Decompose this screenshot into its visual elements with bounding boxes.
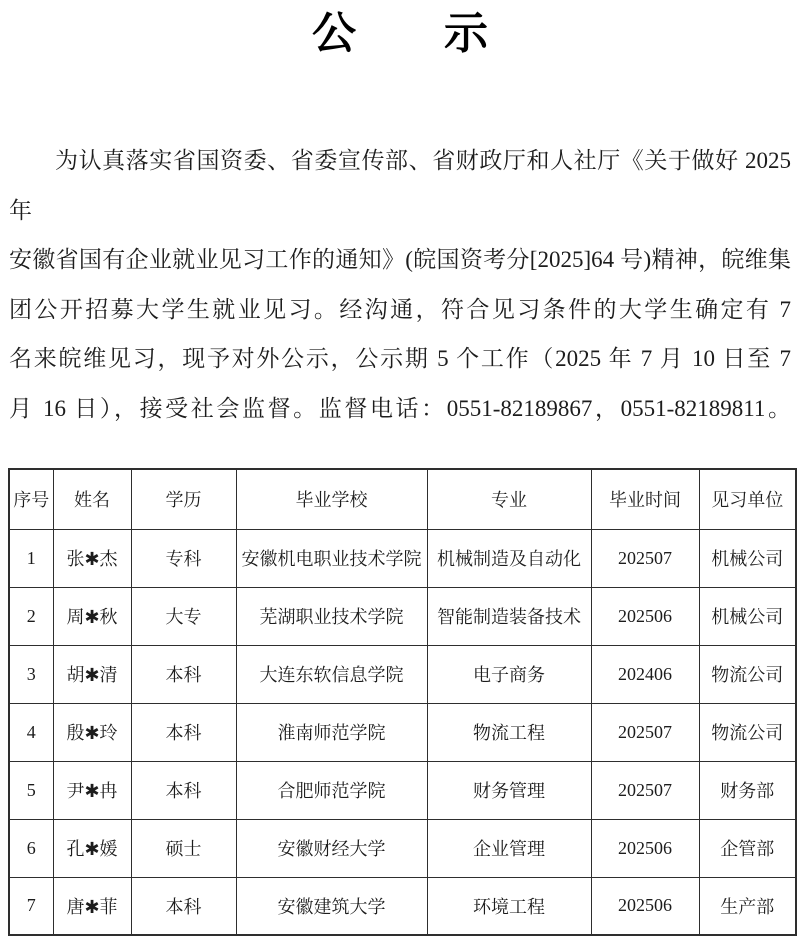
cell-grad-date: 202506 (591, 587, 699, 645)
cell-name: 尹✱冉 (53, 761, 131, 819)
cell-school: 芜湖职业技术学院 (236, 587, 427, 645)
cell-school: 合肥师范学院 (236, 761, 427, 819)
cell-major: 机械制造及自动化 (427, 529, 591, 587)
cell-school: 安徽建筑大学 (236, 877, 427, 935)
notice-paragraph (9, 136, 791, 433)
cell-education: 大专 (131, 587, 236, 645)
cell-school: 大连东软信息学院 (236, 645, 427, 703)
cell-name: 张✱杰 (53, 529, 131, 587)
notice-line: 安徽省国有企业就业见习工作的通知》(皖国资考分[2025]64 号)精神，皖维集 (9, 247, 791, 272)
cell-major: 电子商务 (427, 645, 591, 703)
notice-document (0, 6, 800, 917)
intern-roster-table (8, 468, 797, 936)
table-row (9, 529, 796, 587)
cell-education: 本科 (131, 703, 236, 761)
cell-major: 智能制造装备技术 (427, 587, 591, 645)
cell-name: 唐✱菲 (53, 877, 131, 935)
cell-index: 4 (9, 703, 53, 761)
cell-grad-date: 202506 (591, 877, 699, 935)
cell-education: 硕士 (131, 819, 236, 877)
cell-school: 安徽机电职业技术学院 (236, 529, 427, 587)
header-grad-date: 毕业时间 (591, 469, 699, 529)
header-school: 毕业学校 (236, 469, 427, 529)
cell-major: 财务管理 (427, 761, 591, 819)
cell-major: 环境工程 (427, 877, 591, 935)
header-unit: 见习单位 (699, 469, 796, 529)
notice-line: 团公开招募大学生就业见习。经沟通，符合见习条件的大学生确定有 7 (9, 296, 791, 322)
cell-school: 安徽财经大学 (236, 819, 427, 877)
cell-name: 胡✱清 (53, 645, 131, 703)
cell-school: 淮南师范学院 (236, 703, 427, 761)
cell-name: 孔✱媛 (53, 819, 131, 877)
notice-line: 月 16 日），接受社会监督。监督电话：0551-82189867，0551-82189811。 (9, 395, 791, 421)
table-row (9, 703, 796, 761)
cell-index: 5 (9, 761, 53, 819)
table-row (9, 819, 796, 877)
notice-line: 名来皖维见习，现予对外公示，公示期 5 个工作（2025 年 7 月 10 日至 7 (9, 346, 792, 371)
cell-unit: 生产部 (699, 877, 796, 935)
table-row (9, 877, 796, 935)
cell-index: 1 (9, 529, 53, 587)
cell-index: 3 (9, 645, 53, 703)
table-header-row (9, 469, 796, 529)
cell-grad-date: 202507 (591, 761, 699, 819)
cell-grad-date: 202507 (591, 703, 699, 761)
table-row (9, 761, 796, 819)
cell-education: 本科 (131, 645, 236, 703)
cell-unit: 机械公司 (699, 587, 796, 645)
cell-education: 本科 (131, 877, 236, 935)
header-education: 学历 (131, 469, 236, 529)
cell-major: 物流工程 (427, 703, 591, 761)
cell-index: 6 (9, 819, 53, 877)
cell-grad-date: 202506 (591, 819, 699, 877)
cell-unit: 财务部 (699, 761, 796, 819)
table-row (9, 645, 796, 703)
cell-major: 企业管理 (427, 819, 591, 877)
cell-unit: 物流公司 (699, 645, 796, 703)
cell-unit: 物流公司 (699, 703, 796, 761)
notice-line: 为认真落实省国资委、省委宣传部、省财政厅和人社厅《关于做好 2025 年 (9, 148, 791, 223)
header-major: 专业 (427, 469, 591, 529)
header-name: 姓名 (53, 469, 131, 529)
cell-name: 殷✱玲 (53, 703, 131, 761)
cell-grad-date: 202406 (591, 645, 699, 703)
cell-name: 周✱秋 (53, 587, 131, 645)
cell-education: 专科 (131, 529, 236, 587)
cell-unit: 机械公司 (699, 529, 796, 587)
page-title: 公 示 (312, 9, 488, 58)
cell-education: 本科 (131, 761, 236, 819)
cell-index: 2 (9, 587, 53, 645)
table-row (9, 587, 796, 645)
header-index: 序号 (9, 469, 53, 529)
cell-grad-date: 202507 (591, 529, 699, 587)
cell-unit: 企管部 (699, 819, 796, 877)
cell-index: 7 (9, 877, 53, 935)
